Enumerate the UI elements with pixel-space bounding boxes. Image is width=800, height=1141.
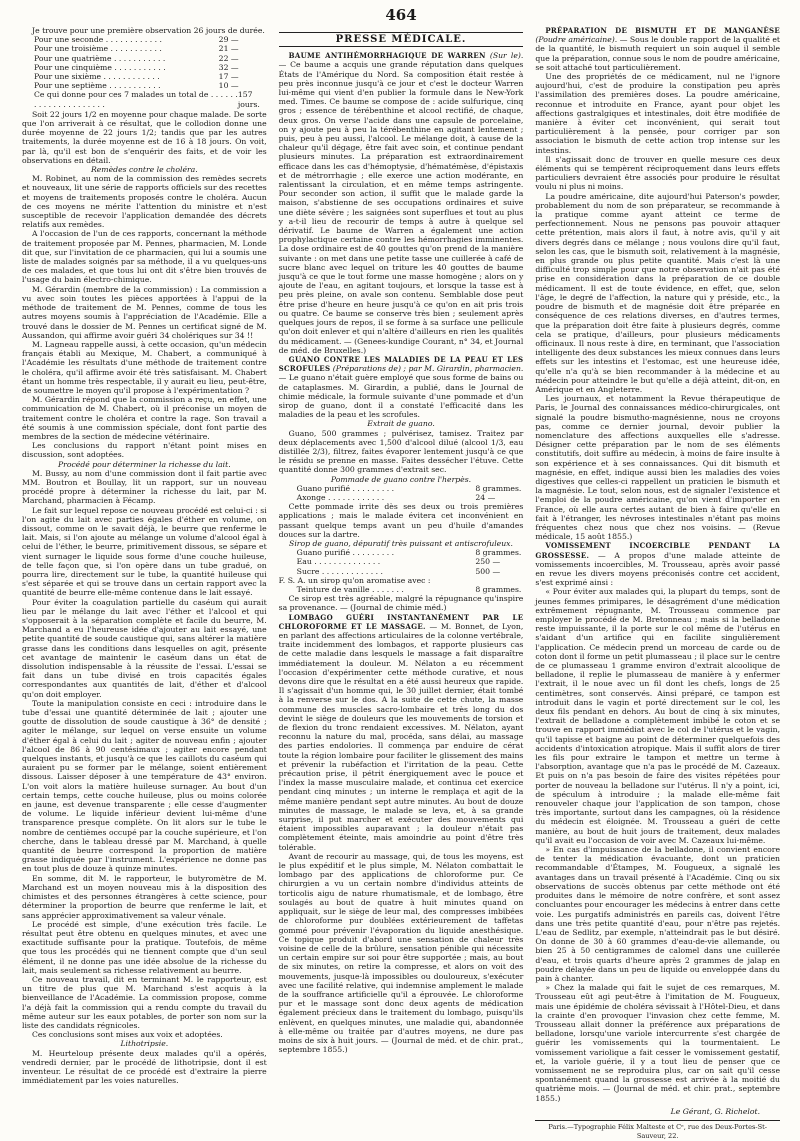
paragraph: » En cas d'impuissance de la belladone, il convient encore de tenter la médication évacuante, dont un praticien recommandable d'Étampes, M. Fougueux, a signalé les avantages dans un travail présenté à l'Académie. Cinq ou six observations de succès obtenus par cette méthode ont été produites dans le mémoire de notre confrère, et sont assez concluantes pour encourager les médecins à entrer dans cette voie. Les purgatifs administrés en pareils cas, doivent l'être dans une très petite quantité d'eau, pour n'être pas rejetés. L'eau de Sedlitz, par exemple, n'atteindrait pas le but désiré. On donne de 30 à 60 grammes d'eau-de-vie allemande, ou bien 25 à 50 centigrammes de calomel dans une cuillerée d'eau, et trois quarts d'heure après 2 grammes de jalap en poudre délayée dans un peu de liquide ou enveloppée dans du pain à chanter. <box>535 845 781 983</box>
paragraph: M. Heurteloup présente deux malades qu'il a opérés, vendredi dernier, par le procédé de lithotripsie, dont il est inventeur. Le résultat de ce procédé est d'extraire la pierre immédiatement par les voies naturelles. <box>22 1048 267 1086</box>
paragraph: » Chez la malade qui fait le sujet de ces remarques, M. Trousseau eût agi peut-être à l'imitation de M. Fougueux, mais une épidémie de choléra sévissait à l'Hôtel-Dieu, et dans la crainte d'en provoquer l'invasion chez cette femme, M. Trousseau allait donner la préférence aux préparations de belladone, lorsqu'une variole intercurrente s'est chargée de guérir les vomissements qui la tourmentaient. Le vomissement variolique a fait cesser le vomissement gestatif, et, la variole guérie, il y a tout lieu de penser que ce vomissement ne se reproduira plus, car on sait qu'il cesse spontanément quand la grossesse est arrivée à la moitié du quatrième mois. — (Journal de méd. et chir. prat., septembre 1855.) <box>535 983 781 1103</box>
paragraph: Je trouve pour une première observation 26 jours de durée. <box>32 26 265 35</box>
columns <box>22 26 781 1141</box>
article-lombago: LOMBAGO GUÉRI INSTANTANÉMENT PAR LE CHLOROFORME ET LE MASSAGE. — M. Bonnet, de Lyon, en parlant des affections articulaires de la colonne vertébrale, traite incidemment des lombagos, et rapporte plusieurs cas de cette maladie dans lesquels le massage a fait disparaître immédiatement la douleur. M. Nélaton a eu récemment l'occasion d'expérimenter cette méthode curative, et nous devons dire que le résultat en a été aussi heureux que rapide. Il s'agissait d'un homme qui, le 30 juillet dernier, était tombé à la renverse sur le dos. A la suite de cette chute, la masse commune des muscles sacro-lombaire et très long du dos devint le siège de douleurs que les mouvements de torsion et de flexion du tronc rendaient excessives. M. Nélaton, ayant reconnu la nature du mal, procéda, sans délai, au massage des parties endolories. Il commença par enduire de cérat toute la région lombaire pour faciliter le glissement des mains et prévenir la rubéfaction et l'irritation de la peau. Cette précaution prise, il pétrit énergiquement avec le pouce et l'index la masse musculaire malade, et continua cet exercice pendant cinq minutes ; un interne le remplaça et agit de la même manière pendant sept autre minutes. Au bout de douze minutes de massage, le malade se leva, et, à sa grande surprise, il put marcher et exécuter des mouvements qui étaient impossibles auparavant ; la douleur n'était pas complètement éteinte, mais amoindrie au point d'être très tolérable. <box>278 612 524 852</box>
list-item: Teinture de vanille . . . . . . . 8 grammes. <box>296 584 522 594</box>
recipe-list <box>279 548 524 576</box>
list-item: Pour une sixième . . . . . . . . . . . . 17 — <box>34 72 239 82</box>
recipe-list <box>279 585 524 594</box>
list-item: Pour une seconde . . . . . . . . . . . . 29 — <box>34 35 239 45</box>
duration-list <box>22 35 267 109</box>
list-item: Axonge . . . . . . . . . . . . 24 — <box>296 492 496 502</box>
section-heading: PRESSE MÉDICALE. <box>279 32 524 47</box>
paragraph: « Pour éviter aux malades qui, la plupart du temps, sont de jeunes femmes primipares, le désagrément d'une médication extrêmement répugnante, M. Trousseau commence par employer le procédé de M. Bretonneau ; mais si la belladone reste impuissante, il la porte sur le col même de l'utérus en s'aidant d'un artifice qui en facilite singulièrement l'application. Ce médecin prend un morceau de carde ou de coton dont il forme un petit plumasseau ; il place sur le centre de ce plumasseau 1 gramme environ d'extrait alcoolique de belladone, il replie le plumasseau de manière à y enfermer l'extrait, il le noue avec un fil dont les chefs, longs de 25 centimètres, sont conservés. Ainsi préparé, ce tampon est introduit dans le vagin et porté directement sur le col, les deux fils pendant en dehors. Au bout de cinq à six minutes, l'extrait de belladone a complètement imbibé le coton et se trouve en rapport immédiat avec le col de l'utérus et le vagin, qu'il tapisse et baigne au point de déterminer quelquefois des accidents d'intoxication atropique. Mais il suffit alors de tirer les fils pour extraire le tampon et mettre un terme à l'absorption, avantage que n'a pas le procédé de M. Cazeaux. Et puis on n'a pas besoin de faire des visites répétées pour porter de nouveau la belladone sur l'utérus. Il n'y a point, ici, de spéculum à introduire ; la malade elle-même fait renouveler chaque jour l'application de son tampon, chose très importante, surtout dans les campagnes, où la résidence du médecin est éloignée. M. Trousseau a guéri de cette manière, au bout de huit jours de traitement, deux malades qu'il avait eu l'occasion de voir avec M. Cazeaux lui-même. <box>535 587 781 845</box>
paragraph: Le fait sur lequel repose ce nouveau procédé est celui-ci : si l'on agite du lait avec parties égales d'éther en volume, on dissout, comme on le savait déjà, le beurre que renferme le lait. Mais, si l'on ajoute au mélange un volume d'alcool égal à celui de l'éther, le beurre, primitivement dissous, se sépare et vient surnager le liquide sous forme d'une couche huileuse, de telle façon que, si l'on opère dans un tube gradué, on pourra lire, directement sur le tube, la quantité huileuse qui s'est séparée et qui se trouve dans un certain rapport avec la quantité de beurre elle-même contenue dans le lait essayé. <box>22 505 267 598</box>
subsection-title: Sirop de guano, dépuratif très puissant et antiscrofuleux. <box>289 538 513 548</box>
article-source: (Poudre américaine). <box>535 35 618 45</box>
section-title: Remèdes contre le choléra. <box>90 165 198 175</box>
paragraph: Les conclusions du rapport n'étant point mises en discussion, sont adoptées. <box>22 441 267 460</box>
signature: Le Gérant, G. Richelot. <box>670 1106 761 1116</box>
list-item: Sucre . . . . . . . . . . . . . 500 — <box>296 566 501 576</box>
paragraph: M. Robinet, au nom de la commission des remèdes secrets et nouveaux, lit une série de rapports officiels sur des recettes et moyens de traitements proposés contre le choléra. Aucun de ces moyens ne mérite l'attention du ministre et n'est susceptible de recevoir l'application demandée des décrets relatifs aux remèdes. <box>22 174 267 230</box>
column-3 <box>535 26 781 1141</box>
total-row: Ce qui donne pour ces 7 malades un total de . . . . . . . . . . . . . . . . . . . . . 157 jours. <box>34 90 260 109</box>
list-item: Pour une septième . . . . . . . . . . . 10 — <box>34 81 239 91</box>
article-source: (Préparations de) ; par M. Girardin, pharmacien. <box>332 364 524 374</box>
paragraph: Avant de recourir au massage, qui, de tous les moyens, est le plus expéditif et le plus simple, M. Nélaton combattait le lombago par des applications de chloroforme pur. Ce chirurgien a vu un certain nombre d'individus atteints de torticolis aigu de nature rhumatismale, et de lombago, être soulagés au bout de quatre à huit minutes quand on appliquait, sur le siège de leur mal, des compresses imbibées de chloroforme pur doublées extérieurement de taffetas gommé pour prévenir l'évaporation du liquide anesthésique. Ce topique produit d'abord une sensation de chaleur très voisine de celle de la brûlure, sensation pénible qui nécessite un certain empire sur soi pour être supportée ; mais, au bout de six minutes, on retire la compresse, et alors on voit des mouvements, jusque-là impossibles ou douloureux, s'exécuter avec une facilité relative, qui indemnise amplement le malade de la souffrance artificielle qu'il a éprouvée. Le chloroforme pur et le massage sont donc deux agents de médication également précieux dans le traitement du lombago, puisqu'ils enlèvent, en quelques minutes, une maladie qui, abandonnée à elle-même ou traitée par d'autres moyens, ne dure pas moins de six à huit jours. — (Journal de méd. et de chir. prat., septembre 1855.) <box>278 851 524 1055</box>
section-title: Procédé pour déterminer la richesse du lait. <box>57 459 231 469</box>
paragraph: M. Gérardin (membre de la commission) : La commission a vu avec soin toutes les pièces apportées à l'appui de la méthode de traitement de M. Pennes, comme de tous les autres moyens soumis à l'appréciation de l'Académie. Elle a trouvé dans le dossier de M. Pennes un certificat signé de M. Aussandon, qui affirme avoir guéri 34 cholériques sur 34 !! <box>22 284 267 340</box>
paragraph: M. Lagneau rappelle aussi, à cette occasion, qu'un médecin français établi au Mexique, M. Chabert, a communiqué à l'Académie les résultats d'une méthode de traitement contre le choléra, qu'il affirme avoir été très satisfaisant. M. Chabert étant un homme très respectable, il y aurait eu lieu, peut-être, de soumettre le moyen qu'il propose à l'expérimentation ? <box>22 339 267 395</box>
paragraph: Ces conclusions sont mises aux voix et adoptées. <box>32 1030 223 1040</box>
list-item: Guano purifié . . . . . . . . . 8 grammes. <box>296 483 522 493</box>
paragraph: Guano, 500 grammes ; pulvérisez, tamisez. Traitez par deux déplacements avec 1,500 d'alcool dilué (alcool 1/3, eau distillée 2/3), filtrez, faites évaporer lentement jusqu'à ce que le résidu se prenne en masse. Faites dessécher l'étuve. Cette quantité donne 300 grammes d'extrait sec. <box>278 428 524 475</box>
article-bismuth: PRÉPARATION DE BISMUTH ET DE MANGANÈSE (Poudre américaine). — Sous le double rapport de la qualité et de la quantité, le bismuth requiert un soin auquel il semble que la préparation, connue sous le nom de poudre américaine, se soit attaché tout particulièrement. <box>535 26 781 72</box>
column-2 <box>279 26 524 1116</box>
paragraph: Pour éviter la coagulation partielle du caséum qui aurait lieu par le mélange du lait avec l'éther et l'alcool et qui s'opposerait à la séparation complète et facile du beurre, M. Marchand a eu l'heureuse idée d'ajouter au lait essayé, une petite quantité de soude caustique qui, sans altérer la matière grasse dans les conditions dans lesquelles on agit, présente cet avantage de maintenir le caséum dans un état de dissolution indispensable à la réussite de l'essai. L'essai se fait dans un tube divisé en trois capacités égales correspondantes aux quantités de lait, d'éther et d'alcool qu'on doit employer. <box>22 597 267 699</box>
list-item: Pour une cinquième . . . . . . . . . . . 32 — <box>34 62 239 72</box>
paragraph: Une des propriétés de ce médicament, nul ne l'ignore aujourd'hui, c'est de produire la constipation peu après l'assimilation des premières doses. La poudre américaine, reconnue et introduite en France, ayant pour objet les affections gastralgiques et intestinales, doit être modifiée de manière à éviter cet inconvénient, qui serait tout particulièrement à la pensée, pour corriger par son association le bismuth de cette action trop intense sur les intestins. <box>535 72 781 155</box>
paragraph: Ce nouveau travail, dit en terminant M. le rapporteur, est un titre de plus que M. Marchand s'est acquis à la bienveillance de l'Académie. La commission propose, comme l'a déjà fait la commission qui a rendu compte du travail du même auteur sur les eaux potables, de porter son nom sur la liste des candidats régnicoles. <box>22 974 267 1030</box>
paragraph: F. S. A. un sirop qu'on aromatise avec : <box>278 575 431 585</box>
section-title: Lithotripsie. <box>120 1039 169 1049</box>
paragraph: Le procédé est simple, d'une exécution très facile. Le résultat peut être obtenu en quelques minutes, et avec une exactitude suffisante pour la pratique. Toutefois, de même que tous les procédés qui ne tiennent compte que d'un seul élément, il ne donne pas une idée absolue de la richesse du lait, mais seulement sa richesse relativement au beurre. <box>22 919 267 975</box>
paragraph: La poudre américaine, dite aujourd'hui Paterson's powder, probablement du nom de son préparateur, se recommande à la pratique comme ayant atteint ce terme de perfectionnement. Nous ne pensons pas pouvoir attaquer cette prétention, mais alors il faut, à notre avis, qu'il y ait divers degrés dans ce mélange ; nous voulons dire qu'il faut, selon les cas, que le bismuth soit, relativement à la magnésie, en plus grande ou plus petite quantité. Mais c'est là une difficulté trop simple pour que notre observation n'ait pas été prise en considération dans la préparation de ce double médicament. Il est de toute évidence, en effet, que, selon l'âge, le degré de l'affection, la nature qui y préside, etc., la poudre de bismuth et de magnésie doit être préparée en conséquence de ces relations diverses, en d'autres termes, que la préparation doit être faite à plusieurs degrés, comme cela se pratique, d'ailleurs, pour plusieurs médicaments officinaux. Il nous reste à dire, en terminant, que l'association intelligente des deux substances les mieux connues dans leurs effets sur les intestins et l'estomac, est une heureuse idée, qu'elle n'a qu'à se bien recommander à la médecine et au médecin pour atteindre le but qu'elle a déjà atteint, dit-on, en Amérique et en Angleterre. <box>535 191 781 394</box>
list-item: Pour une quatrième . . . . . . . . . . . 22 — <box>34 53 239 63</box>
printer-imprint: Paris.—Typographie Félix Malteste et Cᵉ, rue des Deux-Portes-St-Sauveur, 22. <box>535 1120 780 1141</box>
article-title: PRÉPARATION DE BISMUTH ET DE MANGANÈSE <box>545 26 781 35</box>
paragraph: M. Bussy, au nom d'une commission dont il fait partie avec MM. Boutron et Boullay, lit un rapport, sur un nouveau procédé propre à déterminer la richesse du lait, par M. Marchand, pharmacien à Fécamp. <box>22 468 267 506</box>
article-title: BAUME ANTIHÉMORRHAGIQUE DE WARREN <box>288 51 486 61</box>
paragraph: A l'occasion de l'un de ces rapports, concernant la méthode de traitement proposée par M. Pennes, pharmacien, M. Londe dit que, sur l'invitation de ce pharmacien, qui lui a soumis une liste de malades soignés par sa méthode, il a vu quelques-uns de ces malades, et que tous lui ont dit s'être bien trouvés de l'usage du bain électro-chimique. <box>22 229 267 285</box>
list-item: Guano purifié . . . . . . . . . 8 grammes. <box>296 548 522 558</box>
article-title: VOMISSEMENT INCOERCIBLE PENDANT LA GROSSESSE. <box>535 541 781 560</box>
paragraph: En somme, dit M. le rapporteur, le butyromètre de M. Marchand est un moyen nouveau mis à la disposition des chimistes et des personnes étrangères à cette science, pour déterminer la proportion de beurre que renferme le lait, et sans apprécier approximativement sa valeur vénale. <box>22 873 267 920</box>
article-source: (Sur le). <box>489 51 524 61</box>
list-item: Eau . . . . . . . . . . . . . . 250 — <box>296 557 501 567</box>
list-item: Pour une troisième . . . . . . . . . . . 21 — <box>34 44 239 54</box>
paragraph: Les journaux, et notamment la Revue thérapeutique de Paris, le Journal des connaissances médico-chirurgicales, ont signalé la poudre bismutho-magnésienne, nous ne croyons pas, comme ce dernier journal, devoir publier la nomenclature des affections auxquelles elle s'adresse. Désigner cette préparation par le nom de ses éléments constitutifs, doit suffire au médecin, à moins de faire insulte à son expérience et à ses connaissances. Qui dit bismuth et magnésie, en effet, indique aussi bien les maladies des voies digestives que celles-ci rappellent un praticien le bismuth et la magnésie. Le tout, selon nous, est de signaler l'existence et l'emploi de la poudre américaine, qu'on vient d'importer en France, où elle aura certes autant de bien à faire qu'elle en fait à l'étranger, les névroses intestinales n'étant pas moins fréquentes chez nous que chez nos voisins. — (Revue médicale, 15 août 1855.) <box>535 394 781 542</box>
article-baume: BAUME ANTIHÉMORRHAGIQUE DE WARREN (Sur le). — Ce baume a acquis une grande réputation dans quelques États de l'Amérique du Nord. Sa composition était restée à peu près inconnue jusqu'à ce jour et c'est le docteur Warren lui-même qui vient d'en publier la formule dans le New-York med. Times. Ce baume se compose de : acide sulfurique, cinq gros ; essence de térébenthine et alcool rectifié, de chaque, deux gros. On verse l'acide dans une capsule de porcelaine, on y ajoute peu à peu la térébenthine en agitant lentement ; puis, peu à peu aussi, l'alcool. Le mélange doit, à cause de la chaleur qu'il dégage, être fait avec soin, et continue pendant plusieurs minutes. La préparation est extraordinairement efficace dans les cas d'hémoptysie, d'hématémèse, d'épistaxis et de métrorrhagie ; elle exerce une action modérante, en ralentissant la circulation, et en même temps astringente. Pour seconder son action, il suffit que le malade garde la maison, s'abstienne de ses occupations ordinaires et suive une diète sévère ; les saignées sont superflues et tout au plus y a-t-il lieu de recourir de temps à autre à quelque sel dérivatif. Le baume de Warren a également une action prophylactique certaine contre les hémorrhagies imminentes. La dose ordinaire est de 40 gouttes qu'on prend de la manière suivante : on met dans une petite tasse une cuillerée à café de sucre blanc avec lequel on triture les 40 gouttes de baume jusqu'à ce que le tout forme une masse homogène ; alors on y ajoute de l'eau, en agitant toujours, et lorsque la tasse est à peu près pleine, on avale son contenu. Semblable dose peut être prise d'heure en heure jusqu'à ce qu'on en ait pris trois ou quatre. Ce baume se conserve très bien ; seulement après quelques jours de repos, il se forme à sa surface une pellicule qu'on doit enlever et qui n'altère d'ailleurs en rien les qualités du médicament. — (Genees-kundige Courant, n° 34, et Journal de méd. de Bruxelles.) <box>278 51 524 355</box>
page-number: 464 <box>385 6 417 24</box>
paragraph: Toute la manipulation consiste en ceci : introduire dans le tube d'essai une quantité déterminée de lait ; ajouter une goutte de dissolution de soude caustique à 36° de densité ; agiter le mélange, sur lequel on verse ensuite un volume d'éther égal à celui du lait ; agiter de nouveau enfin ; ajouter l'alcool de 86 à 90 centésimaux ; agiter encore pendant quelques instants, et jusqu'à ce que les caillots du caséum qui auraient pu se former par le mélange, soient entièrement dissous. Laisser déposer à une température de 43° environ. L'on voit alors la matière huileuse surnager. Au bout d'un certain temps, cette couche huileuse, plus ou moins colorée en jaune, est devenue transparente ; elle cesse d'augmenter de volume. Le liquide inférieur devient lui-même d'une transparence presque complète. On lit alors sur le tube le nombre de centièmes occupé par la couche supérieure, et l'on cherche, dans le tableau dressé par M. Marchand, à quelle quantité de beurre correspond la proportion de matière grasse indiquée par l'instrument. L'expérience ne donne pas en tout plus de douze à quinze minutes. <box>22 698 267 874</box>
column-1 <box>22 26 267 1116</box>
paragraph: Soit 22 jours 1/2 en moyenne pour chaque malade. De sorte que l'on arriverait à ce résultat, que le collodion donne une durée moyenne de 22 jours 1/2; tandis que par les autres traitements, la durée moyenne est de 16 à 18 jours. On voit, par là, qu'il est bon de s'enquérir des faits, et de voir les observations en détail. <box>22 109 267 165</box>
recipe-list <box>279 484 524 502</box>
article-guano: GUANO CONTRE LES MALADIES DE LA PEAU ET LES SCROFULES (Préparations de) ; par M. Girardin, pharmacien. — Le guano n'était guère employé que sous forme de bains ou de cataplasmes. M. Girardin, a publié, dans le Journal de chimie médicale, la formule suivante d'une pommade et d'un sirop de guano, dont il a constaté l'efficacité dans les maladies de la peau et les scrofules. <box>278 354 524 420</box>
article-title: LOMBAGO GUÉRI INSTANTANÉMENT PAR LE CHLOROFORME ET LE MASSAGE. <box>278 612 524 631</box>
subsection-title: Pommade de guano contre l'herpès. <box>330 474 472 484</box>
paragraph: Il s'agissait donc de trouver en quelle mesure ces deux éléments qui se tempèrent réciproquement dans leurs effets particuliers devraient être associés pour produire le résultat voulu ni plus ni moins. <box>535 154 781 192</box>
subsection-title: Extrait de guano. <box>367 419 435 429</box>
article-title: GUANO CONTRE LES MALADIES DE LA PEAU ET LES SCROFULES <box>278 354 524 374</box>
paragraph: Cette pommade irrite dès ses deux ou trois premières applications ; mais le malade évitera cet inconvénient en passant quelque temps avant un peu d'huile d'amandes douces sur la dartre. <box>278 502 524 539</box>
article-vomissement: VOMISSEMENT INCOERCIBLE PENDANT LA GROSSESSE. — A propos d'une malade atteinte de vomissements incoercibles, M. Trousseau, après avoir passé en revue les divers moyens préconisés contre cet accident, s'est exprimé ainsi : <box>535 541 781 588</box>
paragraph: M. Gérardin répond que la commission a reçu, en effet, une communication de M. Chabert, où il préconise un moyen de traitement contre le choléra et contre la rage. Son travail a été soumis à une commission spéciale, dont font partie des membres de la section de médecine vétérinaire. <box>22 395 267 441</box>
paragraph: Ce sirop est très agréable, malgré la répugnance qu'inspire sa provenance. — (Journal de chimie méd.) <box>278 594 524 613</box>
